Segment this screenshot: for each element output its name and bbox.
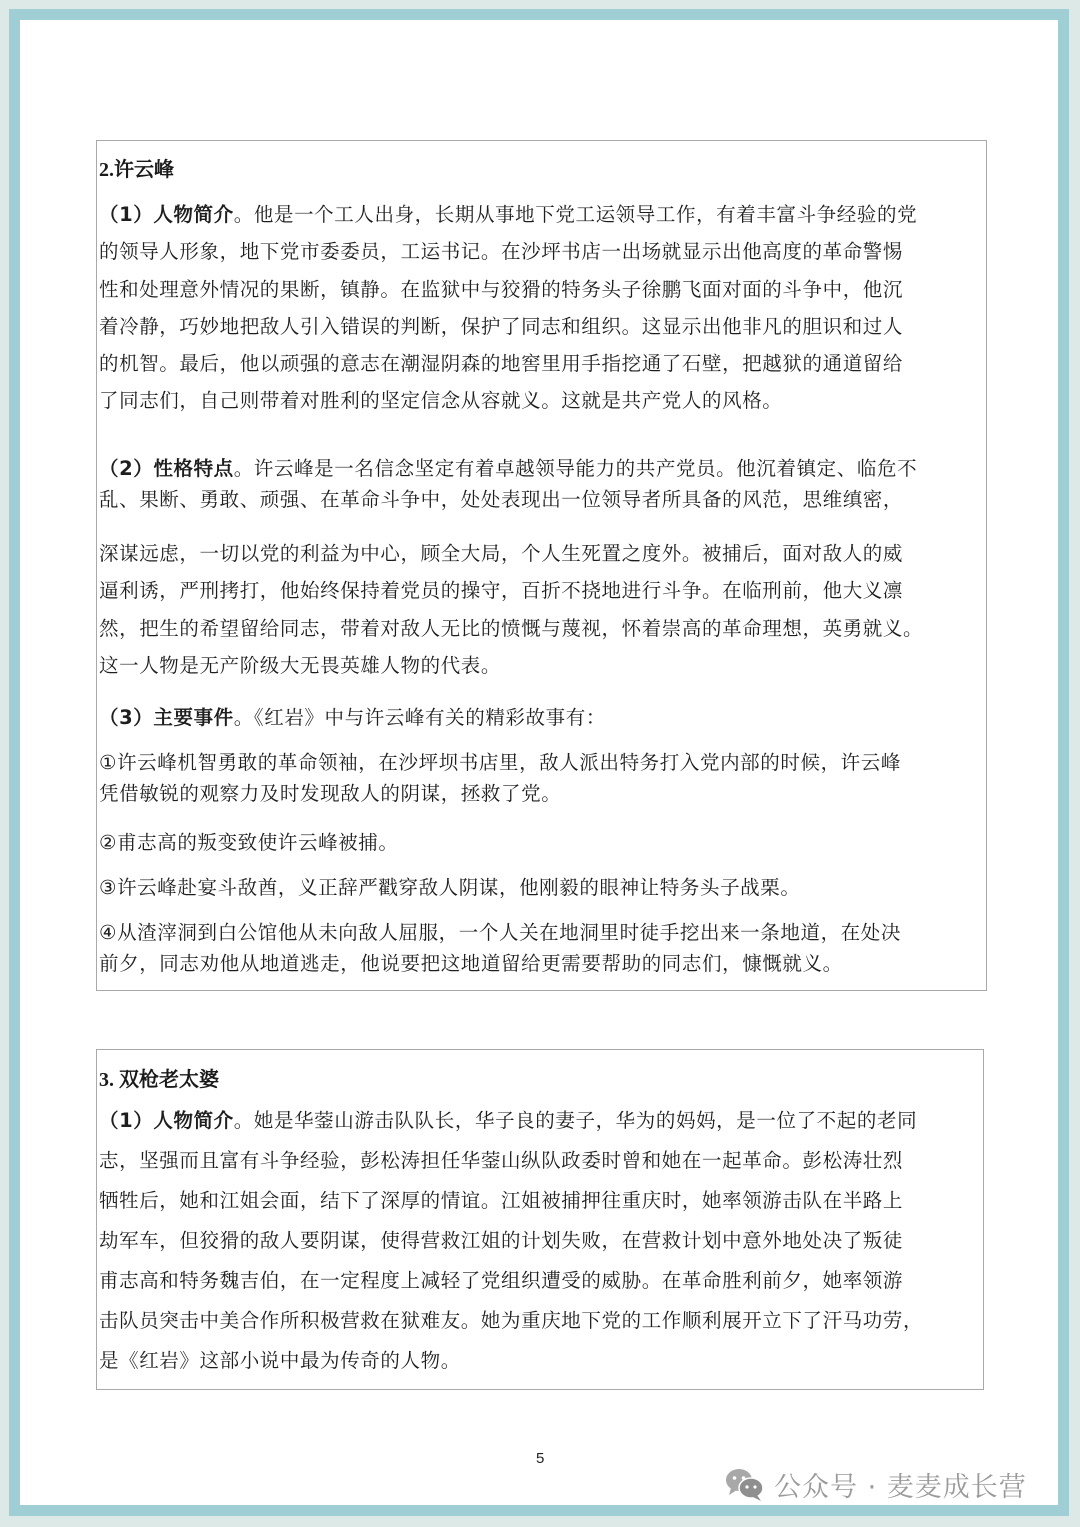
paragraph-label: （3）主要事件 bbox=[99, 706, 234, 729]
section-box-shuangqiang-laotaipo bbox=[96, 1049, 984, 1390]
section-box-xu-yunfeng bbox=[96, 140, 987, 991]
event-item: 凭借敏锐的观察力及时发现敌人的阴谋，拯救了党。 bbox=[99, 782, 562, 805]
paragraph-line: 了同志们，自己则带着对胜利的坚定信念从容就义。这就是共产党人的风格。 bbox=[99, 389, 783, 412]
paragraph-label: （1）人物简介 bbox=[99, 203, 234, 226]
paragraph-line: 甫志高和特务魏吉伯，在一定程度上减轻了党组织遭受的威胁。在革命胜利前夕，她率领游 bbox=[99, 1269, 904, 1292]
event-item: ④从渣滓洞到白公馆他从未向敌人屈服，一个人关在地洞里时徒手挖出来一条地道，在处决 bbox=[99, 921, 901, 944]
paragraph-line: 着冷静，巧妙地把敌人引入错误的判断，保护了同志和组织。这显示出他非凡的胆识和过人 bbox=[99, 315, 904, 338]
paragraph-line: （3）主要事件。《红岩》中与许云峰有关的精彩故事有： bbox=[99, 706, 606, 729]
paragraph-line: 然，把生的希望留给同志，带着对敌人无比的愤慨与蔑视，怀着崇高的革命理想，英勇就义。 bbox=[99, 617, 924, 640]
paragraph-line: 志，坚强而且富有斗争经验，彭松涛担任华蓥山纵队政委时曾和她在一起革命。彭松涛壮烈 bbox=[99, 1149, 904, 1172]
paragraph-line: 牺牲后，她和江姐会面，结下了深厚的情谊。江姐被捕押往重庆时，她率领游击队在半路上 bbox=[99, 1189, 904, 1212]
paragraph-line: 劫军车，但狡猾的敌人要阴谋，使得营救江姐的计划失败，在营救计划中意外地处决了叛徒 bbox=[99, 1229, 904, 1252]
wechat-icon bbox=[724, 1466, 766, 1502]
paragraph-label: （2）性格特点 bbox=[99, 457, 234, 480]
paragraph-line: 是《红岩》这部小说中最为传奇的人物。 bbox=[99, 1349, 461, 1372]
section-heading: 2.许云峰 bbox=[99, 159, 174, 181]
event-item: 前夕，同志劝他从地道逃走，他说要把这地道留给更需要帮助的同志们，慷慨就义。 bbox=[99, 952, 843, 975]
paragraph-line: 深谋远虑，一切以党的利益为中心，顾全大局，个人生死置之度外。被捕后，面对敌人的威 bbox=[99, 542, 904, 565]
paragraph-line: 的机智。最后，他以顽强的意志在潮湿阴森的地窖里用手指挖通了石壁，把越狱的通道留给 bbox=[99, 352, 904, 375]
paragraph-label: （1）人物简介 bbox=[99, 1109, 234, 1132]
event-item: ②甫志高的叛变致使许云峰被捕。 bbox=[99, 831, 399, 854]
paragraph-line: （1）人物简介。她是华蓥山游击队队长，华子良的妻子，华为的妈妈，是一位了不起的老同 bbox=[99, 1109, 918, 1132]
paragraph-line: 击队员突击中美合作所积极营救在狱难友。她为重庆地下党的工作顺利展开立下了汗马功劳， bbox=[99, 1309, 924, 1332]
paragraph-line: 这一人物是无产阶级大无畏英雄人物的代表。 bbox=[99, 654, 502, 677]
section-heading: 3. 双枪老太婆 bbox=[99, 1069, 219, 1091]
paragraph-line: 的领导人形象，地下党市委委员，工运书记。在沙坪书店一出场就显示出他高度的革命警惕 bbox=[99, 240, 904, 263]
watermark-text: 公众号 · 麦麦成长营 bbox=[774, 1471, 1027, 1503]
paragraph-line: （2）性格特点。许云峰是一名信念坚定有着卓越领导能力的共产党员。他沉着镇定、临危不 bbox=[99, 457, 918, 480]
paragraph-line: 乱、果断、勇敢、顽强、在革命斗争中，处处表现出一位领导者所具备的风范，思维缜密， bbox=[99, 488, 904, 511]
page-number: 5 bbox=[536, 1450, 545, 1467]
event-item: ①许云峰机智勇敢的革命领袖，在沙坪坝书店里，敌人派出特务打入党内部的时候，许云峰 bbox=[99, 751, 901, 774]
paragraph-line: 逼利诱，严刑拷打，他始终保持着党员的操守，百折不挠地进行斗争。在临刑前，他大义凛 bbox=[99, 579, 904, 602]
watermark bbox=[724, 1462, 1027, 1506]
paragraph-line: 性和处理意外情况的果断，镇静。在监狱中与狡猾的特务头子徐鹏飞面对面的斗争中，他沉 bbox=[99, 278, 904, 301]
event-item: ③许云峰赴宴斗敌酋，义正辞严戳穿敌人阴谋，他刚毅的眼神让特务头子战栗。 bbox=[99, 876, 801, 899]
paragraph-line: （1）人物简介。他是一个工人出身，长期从事地下党工运领导工作，有着丰富斗争经验的党 bbox=[99, 203, 918, 226]
